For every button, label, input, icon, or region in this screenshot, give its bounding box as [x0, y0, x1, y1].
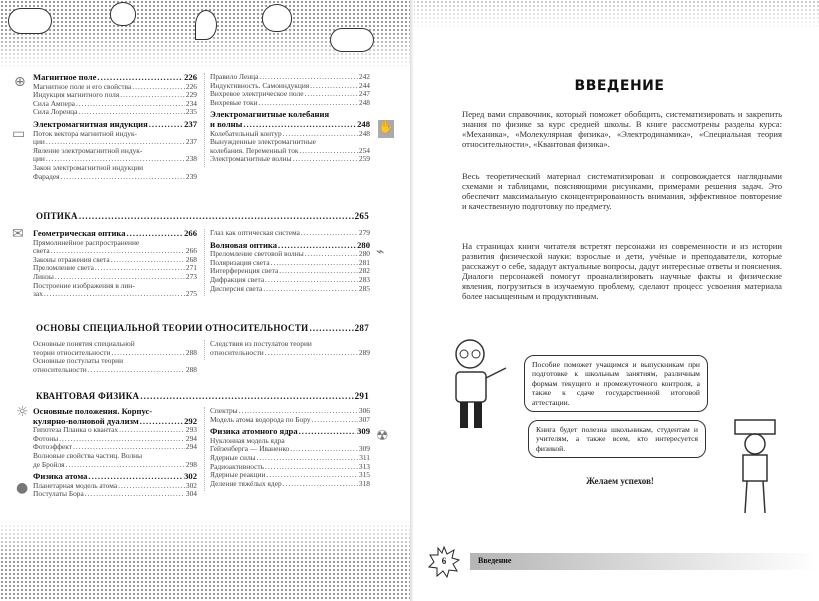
toc-entry-page: 315 [358, 470, 370, 480]
toc-entry-text: Поток вектора магнитной индук- [33, 128, 138, 138]
dot-leader [79, 211, 354, 221]
toc-entry-text: Модель атома водорода по Бору [210, 414, 311, 424]
toc-entry[interactable] [33, 130, 197, 147]
toc-group [33, 340, 197, 374]
dot-leader [85, 490, 185, 499]
toc-entry-line [210, 229, 370, 238]
toc-entry-text: колебания. Переменный ток [210, 145, 299, 155]
dot-leader [119, 426, 185, 435]
toc-chapter[interactable] [210, 110, 370, 129]
toc-entry-page: 283 [358, 274, 370, 284]
toc-entry-text: Явление электромагнитной индук- [33, 145, 143, 155]
toc-entry-page: 266 [185, 246, 197, 256]
dot-leader [61, 173, 185, 182]
toc-section-page: 265 [354, 211, 369, 221]
intro-paragraph: Весь теоретический материал систематизирован и сопровождается наглядными схемами и таблицами, поясняющими рисунками, примерами решения задач. Это обеспечит максимальную сконцентрированность внимания, эффективное повторение и качественную подготовку по предмету. [462, 171, 782, 211]
dot-leader [265, 463, 358, 472]
toc-entry-page: 288 [185, 364, 197, 374]
toc-entry[interactable] [33, 108, 197, 117]
toc-entry[interactable] [210, 437, 370, 454]
toc-entry[interactable] [210, 340, 370, 357]
toc-entry-page: 318 [358, 478, 370, 488]
toc-entry-text: Электромагнитные волны [210, 154, 292, 164]
toc-chapter-page: 266 [184, 228, 197, 238]
toc-entry-page: 293 [185, 425, 197, 435]
toc-entry-line [33, 366, 197, 375]
toc-entry-text: Линзы [33, 271, 54, 281]
footer-bar [470, 553, 819, 570]
halftone-pattern-right-top [412, 0, 819, 30]
toc-chapter-text: кулярно-волновой дуализм [33, 415, 139, 426]
toc-entry-text: зах [33, 289, 43, 299]
toc-entry-page: 289 [358, 347, 370, 357]
toc-entry-text: относительности [33, 364, 87, 374]
dot-leader [312, 416, 358, 425]
toc-entry-page: 282 [358, 266, 370, 276]
dot-leader [265, 276, 358, 285]
toc-entry-text: Ядерные реакции [210, 470, 266, 480]
toc-entry-text: Фотоэффект [33, 442, 73, 452]
toc-entry-text: Вынужденные электромагнитные [210, 137, 316, 147]
toc-entry-text: Индуктивность. Самоиндукция [210, 80, 310, 90]
toc-entry-page: 244 [358, 80, 370, 90]
toc-entry-page: 259 [358, 154, 370, 164]
hand-icon: ✋ [378, 120, 394, 138]
toc-entry-text: ции [33, 154, 45, 164]
dot-leader [257, 454, 359, 463]
toc-entry-page: 294 [185, 433, 197, 443]
dot-leader [78, 108, 185, 117]
professor-illustration [440, 338, 520, 434]
toc-entry[interactable] [33, 239, 197, 256]
halftone-pattern-bottom [0, 520, 412, 601]
toc-entry-page: 294 [185, 442, 197, 452]
toc-entry-text: ции [33, 137, 45, 147]
toc-entry-page: 237 [185, 137, 197, 147]
toc-group [210, 241, 370, 294]
toc-entry-line [210, 480, 370, 489]
dot-leader [305, 250, 358, 259]
dot-leader [265, 349, 358, 358]
toc-chapter-page: 302 [184, 471, 197, 482]
toc-entry[interactable] [33, 264, 197, 273]
toc-entry-page: 248 [358, 128, 370, 138]
battery-icon: ▭ [12, 126, 26, 142]
dot-leader [263, 285, 358, 294]
toc-entry-page: 254 [358, 145, 370, 155]
toc-entry-page: 235 [185, 107, 197, 117]
toc-chapter-text: Физика атома [33, 471, 88, 482]
toc-column [33, 407, 197, 502]
toc-entry-page: 239 [185, 171, 197, 181]
toc-entry-page: 311 [359, 452, 370, 462]
toc-entry-text: света [33, 246, 50, 256]
toc-entry-line [33, 264, 197, 273]
toc-entry-text: Деление тяжёлых ядер [210, 478, 282, 488]
toc-entry-text: Глаз как оптическая система [210, 228, 300, 237]
toc-entry-line [210, 99, 370, 108]
toc-entry-text: Преломление света [33, 263, 94, 273]
dot-leader [66, 461, 185, 470]
toc-entry-text: Прямолинейное распространение [33, 237, 140, 247]
toc-entry[interactable] [33, 452, 197, 469]
toc-group [210, 73, 370, 107]
toc-entry-line [210, 155, 370, 164]
toc-chapter-page: 309 [357, 426, 370, 437]
dot-leader [310, 82, 358, 91]
toc-entry-text: Ядерные силы [210, 452, 256, 462]
student-speech-bubble: Книга будет полезна школьникам, студентам и учителям, а также всем, кто интересуется физикой. [528, 420, 706, 458]
toc-section-title: КВАНТОВАЯ ФИЗИКА [36, 391, 140, 401]
toc-section-title: ОПТИКА [36, 211, 78, 221]
toc-entry-text: Спектры [210, 406, 238, 415]
toc-column [204, 229, 370, 296]
dot-leader [88, 366, 185, 375]
toc-entry-text: Интерференция света [210, 266, 279, 276]
toc-entry-line [33, 173, 197, 182]
toc-entry[interactable] [210, 229, 370, 238]
toc-entry-text: Построение изображения в лин- [33, 280, 135, 290]
toc-group [33, 472, 197, 499]
cloud-doodle [330, 28, 374, 52]
toc-entry-text: Основные постулаты теории [33, 356, 124, 366]
toc-entry-text: Вихревое электрическое поле [210, 89, 304, 99]
toc-chapter-page: 237 [184, 118, 197, 129]
toc-entry-text: де Бройля [33, 459, 65, 469]
toc-chapter-text: и волны [210, 118, 243, 129]
toc-entry[interactable] [210, 285, 370, 294]
toc-section-page: 287 [354, 323, 369, 333]
toc-chapter-text: Геометрическая оптика [33, 228, 126, 238]
toc-section-title: ОСНОВЫ СПЕЦИАЛЬНОЙ ТЕОРИИ ОТНОСИТЕЛЬНОСТИ [36, 323, 309, 333]
toc-entry-text: Дифракция света [210, 274, 265, 284]
dot-leader [118, 482, 185, 491]
toc-chapter-text: Магнитное поле [33, 72, 97, 82]
toc-entry-text: Волновые свойства частиц. Волны [33, 450, 143, 460]
toc-entry-page: 234 [185, 98, 197, 108]
toc-entry-page: 288 [185, 347, 197, 357]
toc-entry[interactable] [33, 282, 197, 299]
toc-chapter-page: 248 [357, 118, 370, 129]
dot-leader [111, 256, 185, 265]
toc-group [210, 427, 370, 488]
toc-entry-text: Планетарная модель атома [33, 480, 118, 490]
toc-entry-page: 273 [185, 271, 197, 281]
toc-entry-page: 275 [185, 289, 197, 299]
toc-entry-page: 279 [358, 228, 370, 237]
lightbulb-icon: ☼ [16, 404, 29, 420]
heart-doodle [262, 4, 292, 32]
toc-entry-page: 304 [185, 489, 197, 499]
toc-group [210, 229, 370, 238]
toc-section-heading[interactable] [36, 323, 369, 333]
dot-leader [309, 323, 353, 333]
dot-leader [301, 229, 358, 238]
toc-entry[interactable] [210, 138, 370, 155]
cloud-doodle [8, 8, 52, 34]
toc-group [33, 120, 197, 181]
toc-entry-text: теории относительности [33, 347, 111, 357]
student-with-book-illustration [725, 418, 785, 518]
toc-entry-text: Законы отражения света [33, 254, 110, 264]
toc-entry-text: Постулаты Бора [33, 489, 84, 499]
toc-entry[interactable] [33, 164, 197, 181]
toc-group [210, 340, 370, 357]
dot-leader [44, 290, 185, 299]
toc-entry-text: Колебательный контур [210, 128, 282, 138]
toc-entry-line [210, 416, 370, 425]
dot-leader [271, 259, 358, 268]
toc-group [33, 73, 197, 117]
toc-entry-text: Поляризация света [210, 257, 270, 267]
toc-entry-text: Магнитное поле и его свойства [33, 81, 132, 91]
toc-entry[interactable] [210, 99, 370, 108]
toc-group [33, 407, 197, 469]
toc-entry-text: Гейзенберга — Иваненко [210, 444, 290, 454]
dot-leader [59, 435, 185, 444]
dot-leader [293, 155, 358, 164]
toc-entry-text: Сила Ампера [33, 98, 75, 108]
footer-section-label: Введение [478, 556, 512, 565]
toc-entry[interactable] [33, 340, 197, 357]
toc-chapter-page: 280 [357, 239, 370, 250]
toc-chapter-page: 292 [184, 415, 197, 426]
toc-entry-text: Нуклонная модель ядра [210, 435, 285, 445]
toc-entry[interactable] [33, 147, 197, 164]
toc-entry-text: Индукция магнитного поля [33, 90, 120, 100]
toc-entry-text: Вихревые токи [210, 97, 258, 107]
toc-entry-page: 226 [185, 81, 197, 91]
toc-column [204, 340, 370, 360]
dot-leader [95, 264, 185, 273]
toc-chapter-text: Физика атомного ядра [210, 426, 298, 437]
toc-section-heading[interactable] [36, 211, 369, 221]
dot-leader [290, 445, 358, 454]
toc-entry-text: Гипотеза Планка о квантах [33, 425, 119, 435]
toc-entry-page: 271 [185, 263, 197, 273]
toc-entry-page: 242 [358, 72, 370, 81]
toc-group [33, 229, 197, 299]
toc-entry[interactable] [210, 480, 370, 489]
toc-entry-line [33, 108, 197, 117]
dot-leader [120, 91, 185, 100]
intro-paragraph: На страницах книги читателя встретят персонажи из современности и из истории развития физической науки: взрослые и дети, учёные и преподаватели, которые расскажут о себе, зададут актуальные вопросы, дадут интересные ответы и пояснения. Диалоги персонажей помогут проанализировать научные факты и физические явления, погрузиться в изучаемую проблему, сделают процесс усвоения материала более насыщенным и продуктивным. [462, 241, 782, 301]
toc-entry-text: Радиоактивность [210, 461, 264, 471]
toc-section-heading[interactable] [36, 391, 369, 401]
toc-entry-text: Следствия из постулатов теории [210, 339, 312, 348]
envelope-icon: ✉ [12, 226, 24, 242]
toc-entry-page: 302 [185, 480, 197, 490]
dot-leader [279, 267, 358, 276]
toc-entry-line [33, 461, 197, 470]
toc-entry-page: 247 [358, 89, 370, 99]
dot-leader [299, 147, 357, 156]
toc-column [204, 407, 370, 491]
page-number: 6 [441, 556, 447, 566]
toc-entry-text: Основные понятия специальной [33, 339, 135, 348]
toc-entry-text: Фотоны [33, 433, 59, 443]
book-gutter [410, 0, 414, 601]
toc-chapter-page: 226 [184, 72, 197, 82]
toc-entry[interactable] [33, 357, 197, 374]
magnet-icon: ⊕ [14, 74, 26, 90]
intro-paragraph: Перед вами справочник, который поможет обобщить, систематизировать и закрепить знания по физике за курс средней школы. В книге рассмотрены разделы курса: «Механика», «Молекулярная физика», «Электродинамика», «Специальная теория относительности», «Квантовая физика». [462, 109, 782, 149]
microphone-icon: ● [16, 480, 29, 496]
toc-entry-text: Закон электромагнитной индукции [33, 162, 144, 172]
toc-entry-page: 309 [358, 444, 370, 454]
toc-chapter-text: Волновая оптика [210, 239, 278, 250]
toc-entry[interactable] [33, 490, 197, 499]
dot-leader [76, 100, 185, 109]
toc-column [33, 229, 197, 302]
radiation-icon: ☢ [376, 428, 389, 444]
drop-doodle [195, 10, 217, 40]
toc-entry-page: 298 [185, 459, 197, 469]
dot-leader [140, 391, 353, 401]
flashlight-icon: ⌁ [376, 244, 385, 260]
toc-entry[interactable] [210, 416, 370, 425]
toc-entry-line [33, 290, 197, 299]
toc-entry-text: Сила Лоренца [33, 107, 78, 117]
toc-entry-line [210, 349, 370, 358]
toc-entry-page: 229 [185, 90, 197, 100]
toc-entry-line [33, 490, 197, 499]
toc-column [33, 340, 197, 377]
dot-leader [140, 417, 183, 427]
dot-leader [259, 99, 358, 108]
dot-leader [149, 120, 183, 130]
dot-leader [305, 90, 358, 99]
toc-entry-page: 268 [185, 254, 197, 264]
toc-entry-page: 285 [358, 283, 370, 293]
toc-entry-text: Фарадея [33, 171, 60, 181]
toc-column [33, 73, 197, 184]
toc-column [204, 73, 370, 167]
toc-entry-text: Дисперсия света [210, 283, 263, 293]
toc-section-page: 291 [354, 391, 369, 401]
toc-entry-text: относительности [210, 347, 264, 357]
toc-entry[interactable] [210, 155, 370, 164]
toc-chapter[interactable] [33, 407, 197, 426]
professor-speech-bubble: Пособие поможет учащимся и выпускникам при подготовке к школьным занятиям, различным формам текущего и промежуточного контроля, а также к сдаче государственной итоговой аттестации. [524, 355, 708, 412]
toc-entry-page: 238 [185, 154, 197, 164]
dot-leader [299, 427, 356, 437]
toc-entry-page: 307 [358, 414, 370, 424]
dot-leader [283, 480, 358, 489]
toc-entry-page: 306 [358, 406, 370, 415]
toc-entry-text: Преломление световой волны [210, 249, 304, 259]
toc-entry-page: 281 [358, 257, 370, 267]
dot-leader [132, 83, 185, 92]
page-title: ВВЕДЕНИЕ [574, 78, 665, 94]
toc-chapter-text: Электромагнитная индукция [33, 118, 148, 129]
toc-entry-page: 313 [358, 461, 370, 471]
closing-wish: Желаем успехов! [586, 476, 654, 486]
toc-chapter-text: Электромагнитные колебания [210, 109, 330, 120]
toc-entry-page: 248 [358, 97, 370, 107]
heart-doodle [110, 2, 136, 26]
toc-entry-line [210, 285, 370, 294]
toc-chapter-text: Основные положения. Корпус- [33, 406, 153, 416]
toc-entry-page: 280 [358, 249, 370, 259]
toc-group [210, 407, 370, 424]
toc-group [210, 110, 370, 164]
toc-entry-text: Правило Ленца [210, 72, 259, 81]
